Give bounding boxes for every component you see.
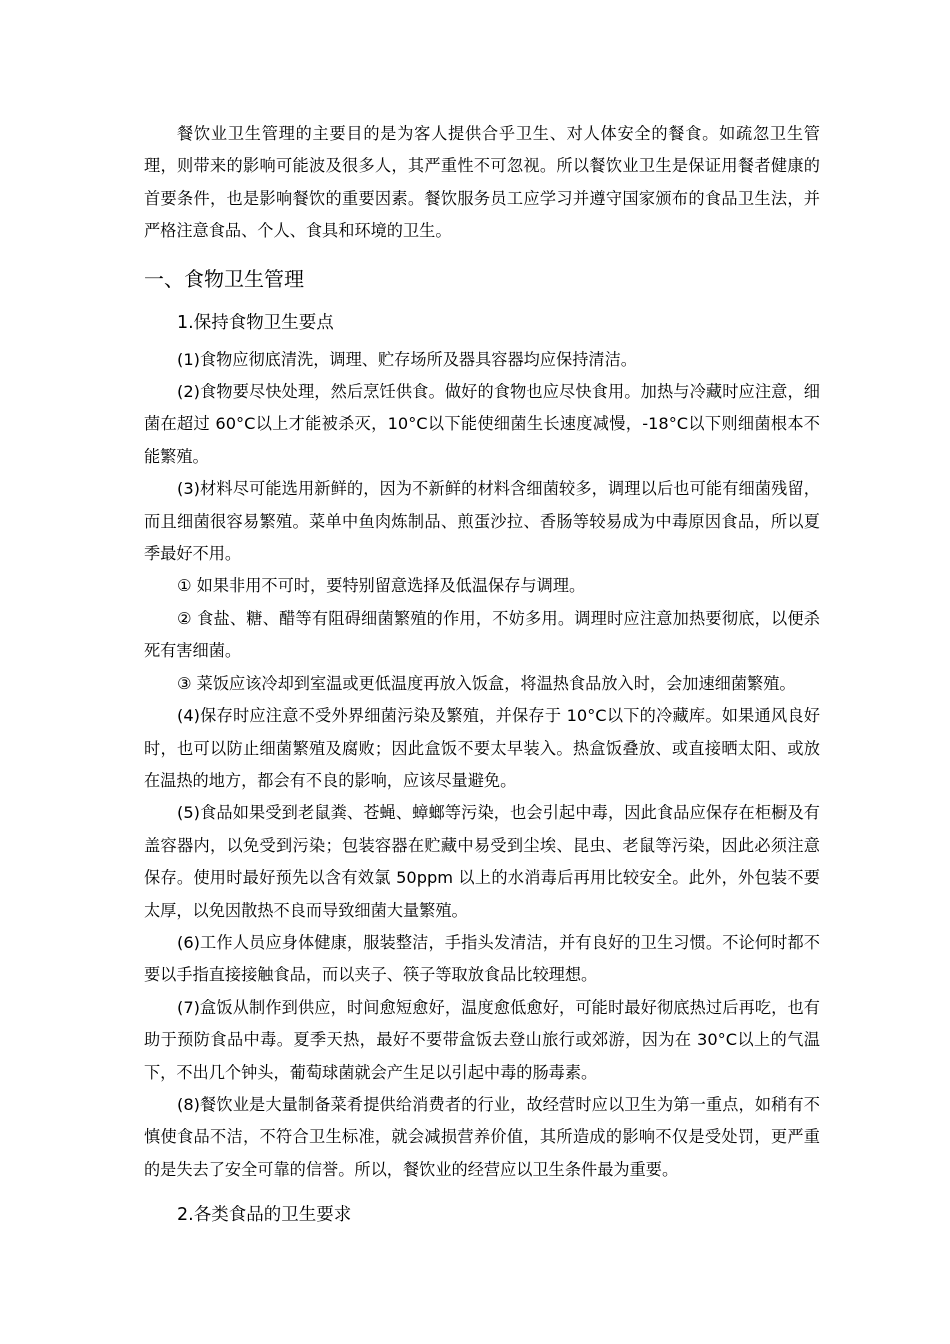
list-item: (2)食物要尽快处理，然后烹饪供食。做好的食物也应尽快食用。加热与冷藏时应注意，细菌在超过 60°C以上才能被杀灭，10°C以下能使细菌生长速度减慢，-18°C以下则细菌根本不能繁殖。 [144, 382, 820, 466]
list-item: ① 如果非用不可时，要特别留意选择及低温保存与调理。 [177, 576, 586, 596]
subsection-heading-keep-food-hygiene: 1.保持食物卫生要点 [177, 312, 334, 333]
list-item: (8)餐饮业是大量制备菜肴提供给消费者的行业，故经营时应以卫生为第一重点，如稍有不慎使食品不洁，不符合卫生标准，就会减损营养价值，其所造成的影响不仅是受处罚，更严重的是失去了安全可靠的信誉。所以，餐饮业的经营应以卫生条件最为重要。 [144, 1094, 820, 1179]
list-item: (5)食品如果受到老鼠粪、苍蝇、蟑螂等污染，也会引起中毒，因此食品应保存在柜橱及有盖容器内，以免受到污染；包装容器在贮藏中易受到尘埃、昆虫、老鼠等污染，因此必须注意保存。使用时最好预先以含有效氯 50ppm 以上的水消毒后再用比较安全。此外，外包装不要太厚，以免因散热不良而导致细菌大量繁殖。 [144, 803, 820, 920]
list-item: (4)保存时应注意不受外界细菌污染及繁殖，并保存于 10°C以下的冷藏库。如果通风良好时，也可以防止细菌繁殖及腐败；因此盒饭不要太早装入。热盒饭叠放、或直接晒太阳、或放在温热的地方，都会有不良的影响，应该尽量避免。 [144, 706, 820, 790]
list-item: ③ 菜饭应该冷却到室温或更低温度再放入饭盒，将温热食品放入时，会加速细菌繁殖。 [177, 673, 796, 693]
intro-paragraph: 餐饮业卫生管理的主要目的是为客人提供合乎卫生、对人体安全的餐食。如疏忽卫生管理，则带来的影响可能波及很多人，其严重性不可忽视。所以餐饮业卫生是保证用餐者健康的首要条件，也是影响餐饮的重要因素。餐饮服务员工应学习并遵守国家颁布的食品卫生法，并严格注意食品、个人、食具和环境的卫生。 [144, 124, 820, 241]
list-item: (1)食物应彻底清洗，调理、贮存场所及器具容器均应保持清洁。 [177, 349, 637, 369]
section-heading-food-hygiene: 一、食物卫生管理 [144, 266, 304, 291]
subsection-heading-food-categories: 2.各类食品的卫生要求 [177, 1205, 352, 1226]
list-item: (3)材料尽可能选用新鲜的，因为不新鲜的材料含细菌较多，调理以后也可能有细菌残留，而且细菌很容易繁殖。菜单中鱼肉炼制品、煎蛋沙拉、香肠等较易成为中毒原因食品，所以夏季最好不用。 [144, 479, 820, 564]
list-item: (6)工作人员应身体健康，服装整洁，手指头发清洁，并有良好的卫生习惯。不论何时都不要以手指直接接触食品，而以夹子、筷子等取放食品比较理想。 [144, 932, 820, 985]
list-item: ② 食盐、糖、醋等有阻碍细菌繁殖的作用，不妨多用。调理时应注意加热要彻底，以便杀死有害细菌。 [144, 608, 820, 661]
list-item: (7)盒饭从制作到供应，时间愈短愈好，温度愈低愈好，可能时最好彻底热过后再吃，也有助于预防食品中毒。夏季天热，最好不要带盒饭去登山旅行或郊游，因为在 30°C以上的气温下，不出几个钟头，葡萄球菌就会产生足以引起中毒的肠毒素。 [144, 997, 820, 1082]
document-page [144, 118, 820, 1230]
